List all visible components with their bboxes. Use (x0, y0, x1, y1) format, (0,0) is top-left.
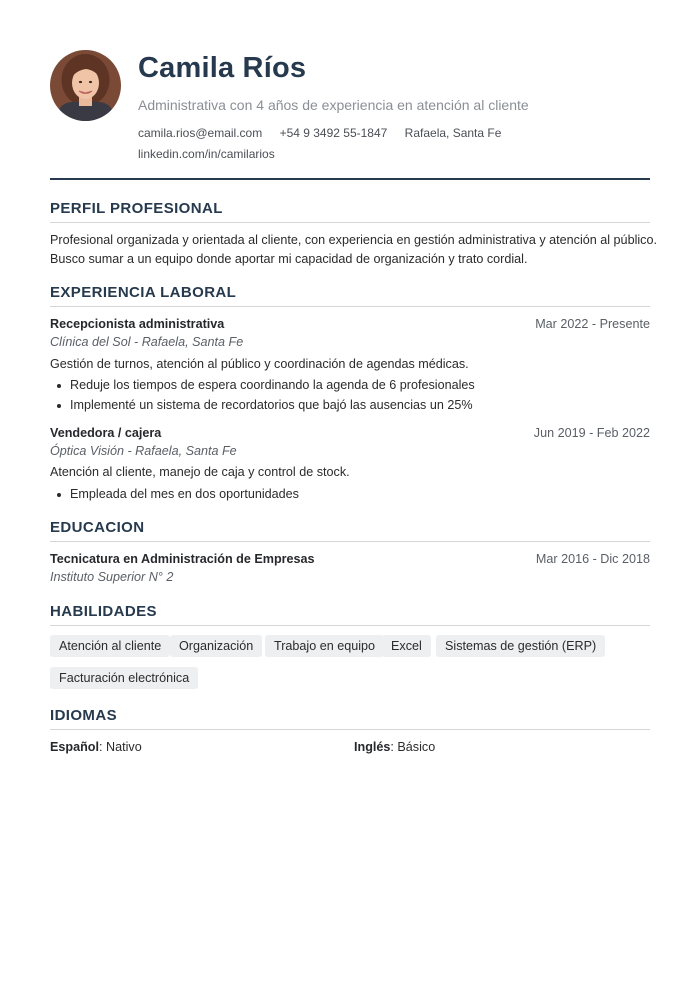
profile-text-line: Profesional organizada y orientada al cliente, con experiencia en gestión administrativa y atención al público. (50, 233, 657, 247)
language-level: : Básico (390, 740, 436, 754)
language-name: Español (50, 740, 99, 754)
job-place: Clínica del Sol - Rafaela, Santa Fe (50, 335, 244, 349)
job-dates: Mar 2022 - Presente (535, 317, 650, 331)
skill-chip: Atención al cliente (50, 635, 170, 657)
candidate-tagline: Administrativa con 4 años de experiencia en atención al cliente (138, 97, 529, 113)
section-divider (50, 306, 650, 307)
contact-linkedin[interactable]: linkedin.com/in/camilarios (138, 147, 275, 161)
skill-chip: Excel (382, 635, 431, 657)
job-achievement: Reduje los tiempos de espera coordinando la agenda de 6 profesionales (70, 378, 475, 392)
section-divider (50, 541, 650, 542)
resume-header (50, 50, 650, 170)
language-name: Inglés (354, 740, 391, 754)
contact-location: Rafaela, Santa Fe (404, 126, 502, 140)
job-dates: Jun 2019 - Feb 2022 (533, 426, 650, 440)
section-title-profile: PERFIL PROFESIONAL (50, 200, 223, 217)
section-title-skills: HABILIDADES (50, 603, 157, 620)
education-school: Instituto Superior N° 2 (50, 570, 174, 584)
skill-chip: Facturación electrónica (50, 667, 198, 689)
skill-chip: Trabajo en equipo (265, 635, 384, 657)
section-title-languages: IDIOMAS (50, 707, 117, 724)
job-achievement: Empleada del mes en dos oportunidades (70, 487, 299, 501)
contact-phone: +54 9 3492 55-1847 (279, 126, 388, 140)
language-item (354, 740, 435, 754)
avatar (50, 50, 121, 121)
job-summary: Atención al cliente, manejo de caja y control de stock. (50, 465, 350, 479)
header-divider (50, 178, 650, 180)
skill-chip: Sistemas de gestión (ERP) (436, 635, 605, 657)
education-degree: Tecnicatura en Administración de Empresas (50, 552, 315, 566)
language-item (50, 740, 142, 754)
section-divider (50, 625, 650, 626)
job-place: Óptica Visión - Rafaela, Santa Fe (50, 444, 237, 458)
skill-chip: Organización (170, 635, 262, 657)
job-summary: Gestión de turnos, atención al público y coordinación de agendas médicas. (50, 357, 469, 371)
profile-text-line: Busco sumar a un equipo donde aportar mi capacidad de organización y trato cordial. (50, 252, 528, 266)
candidate-name: Camila Ríos (138, 52, 307, 84)
language-level: : Nativo (99, 740, 142, 754)
job-achievement: Implementé un sistema de recordatorios que bajó las ausencias un 25% (70, 398, 473, 412)
section-divider (50, 222, 650, 223)
profile-photo-icon (50, 50, 121, 121)
job-role: Vendedora / cajera (50, 426, 162, 440)
education-dates: Mar 2016 - Dic 2018 (535, 552, 650, 566)
contact-line (138, 126, 515, 140)
section-title-education: EDUCACION (50, 519, 145, 536)
job-role: Recepcionista administrativa (50, 317, 225, 331)
contact-email[interactable]: camila.rios@email.com (138, 126, 263, 140)
section-divider (50, 729, 650, 730)
section-title-experience: EXPERIENCIA LABORAL (50, 284, 237, 301)
